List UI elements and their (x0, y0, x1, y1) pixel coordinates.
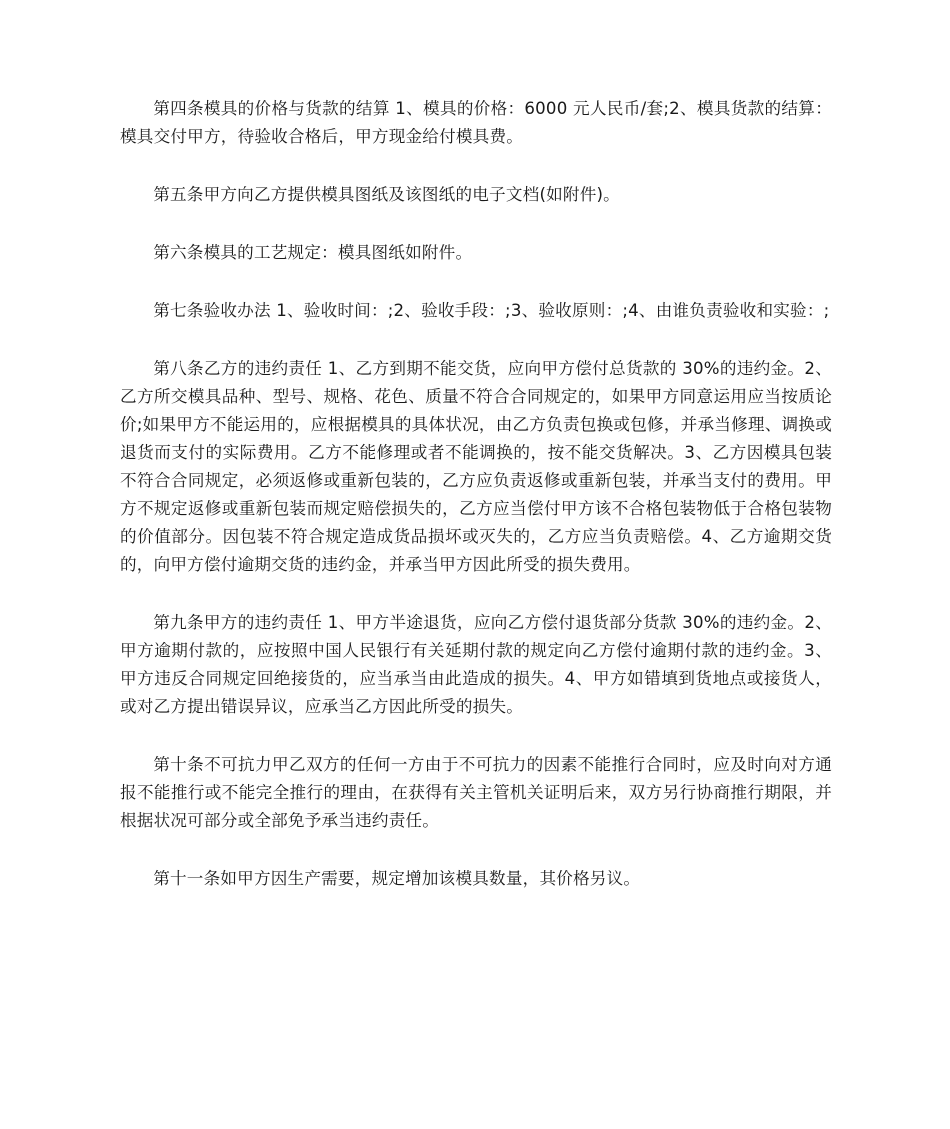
document-body (120, 95, 832, 923)
article-7-paragraph: 第七条验收办法 1、验收时间：;2、验收手段：;3、验收原则：;4、由谁负责验收和实验：; (153, 301, 830, 320)
article-10-paragraph: 第十条不可抗力甲乙双方的任何一方由于不可抗力的因素不能推行合同时，应及时向对方通报不能推行或不能完全推行的理由，在获得有关主管机关证明后来，双方另行协商推行期限，并根据状况可部分或全部免予承当违约责任。 (120, 755, 832, 830)
article-5-paragraph: 第五条甲方向乙方提供模具图纸及该图纸的电子文档(如附件)。 (153, 185, 620, 204)
article-8-paragraph: 第八条乙方的违约责任 1、乙方到期不能交货，应向甲方偿付总货款的 30%的违约金。2、乙方所交模具品种、型号、规格、花色、质量不符合合同规定的，如果甲方同意运用应当按质论价;如果甲方不能运用的，应根据模具的具体状况，由乙方负责包换或包修，并承当修理、调换或退货而支付的实际费用。乙方不能修理或者不能调换的，按不能交货解决。3、乙方因模具包装不符合合同规定，必须返修或重新包装的，乙方应负责返修或重新包装，并承当支付的费用。甲方不规定返修或重新包装而规定赔偿损失的，乙方应当偿付甲方该不合格包装物低于合格包装物的价值部分。因包装不符合规定造成货品损坏或灭失的，乙方应当负责赔偿。4、乙方逾期交货的，向甲方偿付逾期交货的违约金，并承当甲方因此所受的损失费用。 (120, 359, 832, 574)
article-9-paragraph: 第九条甲方的违约责任 1、甲方半途退货，应向乙方偿付退货部分货款 30%的违约金。2、甲方逾期付款的，应按照中国人民银行有关延期付款的规定向乙方偿付逾期付款的违约金。3、甲方违反合同规定回绝接货的，应当承当由此造成的损失。4、甲方如错填到货地点或接货人，或对乙方提出错误异议，应承当乙方因此所受的损失。 (120, 613, 832, 716)
article-4-paragraph: 第四条模具的价格与货款的结算 1、模具的价格：6000 元人民币/套;2、模具货款的结算：模具交付甲方，待验收合格后，甲方现金给付模具费。 (120, 99, 832, 146)
article-6-paragraph: 第六条模具的工艺规定：模具图纸如附件。 (153, 243, 473, 262)
article-11-paragraph: 第十一条如甲方因生产需要，规定增加该模具数量，其价格另议。 (153, 869, 641, 888)
